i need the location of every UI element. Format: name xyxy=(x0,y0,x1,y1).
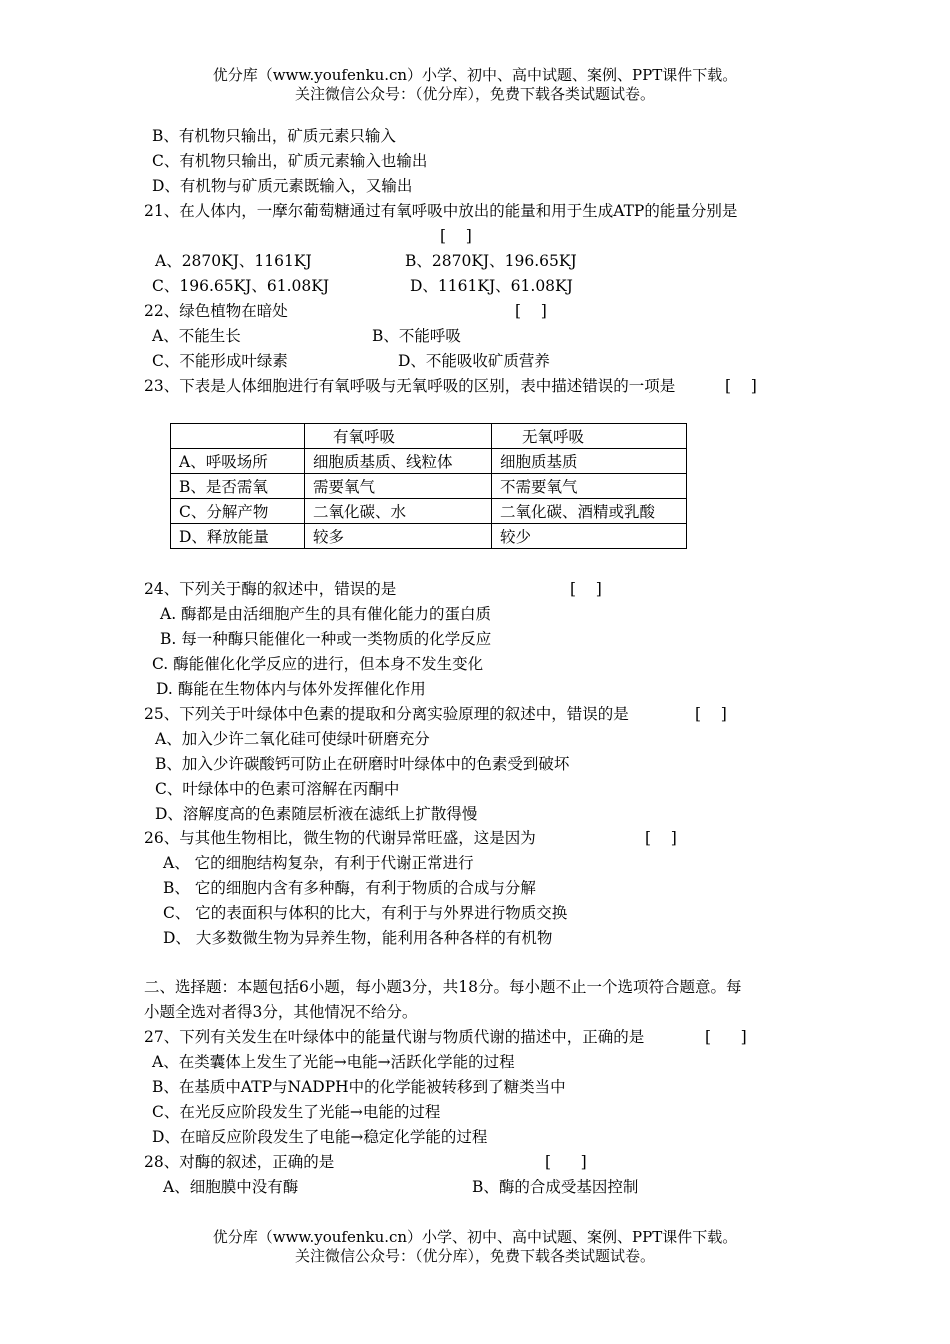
q21-option-c: C、196.65KJ、61.08KJ xyxy=(152,277,330,295)
q20-option-c: C、有机物只输出，矿质元素输入也输出 xyxy=(152,152,428,170)
q22-stem: 22、绿色植物在暗处 xyxy=(144,302,288,320)
section2-instructions-line1: 二、选择题：本题包括6小题，每小题3分，共18分。每小题不止一个选项符合题意。每 xyxy=(144,978,742,996)
q24-option-d: D. 酶能在生物体内与体外发挥催化作用 xyxy=(156,680,426,698)
table-cell: A、呼吸场所 xyxy=(171,449,305,474)
table-cell: 二氧化碳、酒精或乳酸 xyxy=(492,499,687,524)
q27-option-c: C、在光反应阶段发生了光能→电能的过程 xyxy=(152,1103,441,1121)
table-cell: 需要氧气 xyxy=(305,474,492,499)
page-footer-line1: 优分库（www.youfenku.cn）小学、初中、高中试题、案例、PPT课件下载。 xyxy=(212,1228,738,1246)
q27-option-d: D、在暗反应阶段发生了电能→稳定化学能的过程 xyxy=(152,1128,488,1146)
q21-answer-bracket: [ ] xyxy=(440,227,472,245)
q26-option-d: D、 大多数微生物为异养生物，能利用各种各样的有机物 xyxy=(163,929,553,947)
q25-answer-bracket: [ ] xyxy=(695,705,727,723)
q25-option-d: D、溶解度高的色素随层析液在滤纸上扩散得慢 xyxy=(155,805,478,823)
table-cell: 细胞质基质、线粒体 xyxy=(305,449,492,474)
table-row xyxy=(171,449,687,474)
q22-option-d: D、不能吸收矿质营养 xyxy=(398,352,550,370)
q20-option-b: B、有机物只输出，矿质元素只输入 xyxy=(152,127,396,145)
q23-comparison-table xyxy=(170,423,687,549)
q25-option-a: A、加入少许二氧化硅可使绿叶研磨充分 xyxy=(155,730,430,748)
q20-option-d: D、有机物与矿质元素既输入，又输出 xyxy=(152,177,413,195)
q28-option-a: A、细胞膜中没有酶 xyxy=(163,1178,299,1196)
q22-option-a: A、不能生长 xyxy=(152,327,241,345)
page-header-line2: 关注微信公众号：（优分库），免费下载各类试题试卷。 xyxy=(294,85,655,103)
q27-answer-bracket: [ ] xyxy=(705,1028,747,1046)
q28-stem: 28、对酶的叙述，正确的是 xyxy=(144,1153,335,1171)
q26-option-c: C、 它的表面积与体积的比大，有利于与外界进行物质交换 xyxy=(163,904,568,922)
table-cell: 细胞质基质 xyxy=(492,449,687,474)
q27-option-a: A、在类囊体上发生了光能→电能→活跃化学能的过程 xyxy=(152,1053,515,1071)
q21-stem: 21、在人体内，一摩尔葡萄糖通过有氧呼吸中放出的能量和用于生成ATP的能量分别是 xyxy=(144,202,738,220)
section2-instructions-line2: 小题全选对者得3分，其他情况不给分。 xyxy=(144,1003,418,1021)
q28-answer-bracket: [ ] xyxy=(545,1153,587,1171)
q24-option-b: B. 每一种酶只能催化一种或一类物质的化学反应 xyxy=(160,630,492,648)
q25-stem: 25、下列关于叶绿体中色素的提取和分离实验原理的叙述中，错误的是 xyxy=(144,705,629,723)
q24-answer-bracket: [ ] xyxy=(570,580,602,598)
q27-stem: 27、下列有关发生在叶绿体中的能量代谢与物质代谢的描述中，正确的是 xyxy=(144,1028,645,1046)
table-cell: 较少 xyxy=(492,524,687,549)
table-header-cell: 有氧呼吸 xyxy=(305,424,492,449)
q22-option-b: B、不能呼吸 xyxy=(372,327,461,345)
q21-option-a: A、2870KJ、1161KJ xyxy=(155,252,312,270)
table-row xyxy=(171,474,687,499)
q25-option-b: B、加入少许碳酸钙可防止在研磨时叶绿体中的色素受到破坏 xyxy=(155,755,570,773)
table-header-cell: 无氧呼吸 xyxy=(492,424,687,449)
table-header-row xyxy=(171,424,687,449)
q21-option-d: D、1161KJ、61.08KJ xyxy=(410,277,573,295)
page-header-line1: 优分库（www.youfenku.cn）小学、初中、高中试题、案例、PPT课件下载。 xyxy=(212,66,738,84)
table-header-cell xyxy=(171,424,305,449)
page-footer-line2: 关注微信公众号：（优分库），免费下载各类试题试卷。 xyxy=(294,1247,655,1265)
q26-option-b: B、 它的细胞内含有多种酶，有利于物质的合成与分解 xyxy=(163,879,536,897)
q26-answer-bracket: [ ] xyxy=(645,829,677,847)
table-cell: D、释放能量 xyxy=(171,524,305,549)
table-cell: C、分解产物 xyxy=(171,499,305,524)
q24-stem: 24、下列关于酶的叙述中，错误的是 xyxy=(144,580,397,598)
table-cell: 二氧化碳、水 xyxy=(305,499,492,524)
q28-option-b: B、酶的合成受基因控制 xyxy=(472,1178,639,1196)
table-row xyxy=(171,524,687,549)
q23-answer-bracket: [ ] xyxy=(725,377,757,395)
q22-answer-bracket: [ ] xyxy=(515,302,547,320)
q24-option-c: C. 酶能催化化学反应的进行，但本身不发生变化 xyxy=(152,655,484,673)
q27-option-b: B、在基质中ATP与NADPH中的化学能被转移到了糖类当中 xyxy=(152,1078,566,1096)
q24-option-a: A. 酶都是由活细胞产生的具有催化能力的蛋白质 xyxy=(160,605,492,623)
table-row xyxy=(171,499,687,524)
q26-option-a: A、 它的细胞结构复杂，有利于代谢正常进行 xyxy=(163,854,474,872)
table-cell: B、是否需氧 xyxy=(171,474,305,499)
table-cell: 不需要氧气 xyxy=(492,474,687,499)
q22-option-c: C、不能形成叶绿素 xyxy=(152,352,288,370)
q21-option-b: B、2870KJ、196.65KJ xyxy=(405,252,577,270)
q25-option-c: C、叶绿体中的色素可溶解在丙酮中 xyxy=(155,780,400,798)
q26-stem: 26、与其他生物相比，微生物的代谢异常旺盛，这是因为 xyxy=(144,829,536,847)
table-cell: 较多 xyxy=(305,524,492,549)
q23-stem: 23、下表是人体细胞进行有氧呼吸与无氧呼吸的区别，表中描述错误的一项是 xyxy=(144,377,676,395)
